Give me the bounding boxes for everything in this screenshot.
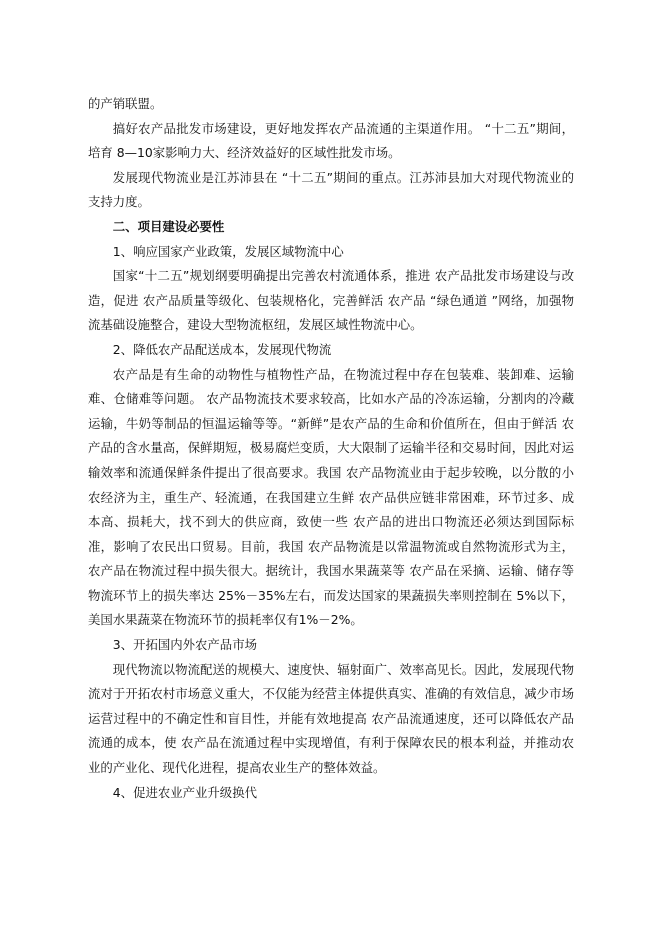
subheading-policy: 1、响应国家产业政策，发展区域物流中心	[112, 243, 344, 259]
section-title-necessity: 二、项目建设必要性	[112, 218, 225, 234]
paragraph-market-body: 现代物流以物流配送的规模大、速度快、辐射面广、效率高见长。因此，发展现代物流对于开拓农村市场意义重大，不仅能为经营主体提供真实、准确的有效信息，减少市场运营过程中的不确定性和盲目性，并能有效地提高 农产品流通速度，还可以降低农产品流通的成本，使 农产品在流通过程中实现增值，有利于保障农民的根本利益，并推动农业的产业化、现代化进程，提高农业生产的整体效益。	[88, 661, 574, 776]
subheading-upgrade: 4、促进农业产业升级换代	[112, 784, 257, 800]
paragraph-policy-body: 国家“十二五”规划纲要明确提出完善农村流通体系，推进 农产品批发市场建设与改造，促进 农产品质量等级化、包装规格化，完善鲜活 农产品 “绿色通道 ”网络，加强物流基础设施整合，建设大型物流枢纽，发展区域性物流中心。	[88, 268, 574, 333]
paragraph-continuation: 的产销联盟。	[88, 96, 163, 111]
subheading-cost: 2、降低农产品配送成本，发展现代物流	[112, 341, 332, 357]
subheading-market: 3、开拓国内外农产品市场	[112, 637, 257, 653]
paragraph-cost-body: 农产品是有生命的动物性与植物性产品，在物流过程中存在包装难、装卸难、运输难、仓储难等问题。 农产品物流技术要求较高，比如水产品的冷冻运输，分割肉的冷藏运输，牛奶等制品的恒温运输等等。“新鲜”是农产品的生命和价值所在，但由于鲜活 农产品的含水量高，保鲜期短，极易腐烂变质，大大限制了运输半径和交易时间，因此对运输效率和流通保鲜条件提出了很高要求。我国 农产品物流业由于起步较晚，以分散的小农经济为主，重生产、轻流通，在我国建立生鲜 农产品供应链非常困难，环节过多、成本高、损耗大，找不到大的供应商，致使一些 农产品的进出口物流还必须达到国际标准，影响了农民出口贸易。目前，我国 农产品物流是以常温物流或自然物流形式为主， 农产品在物流过程中损失很大。据统计，我国水果蔬菜等 农产品在采摘、运输、储存等物流环节上的损失率达 25%－35%左右，而发达国家的果蔬损失率则控制在 5%以下，美国水果蔬菜在物流环节的损耗率仅有1%－2%。	[88, 366, 574, 628]
document-body	[88, 92, 574, 805]
paragraph-wholesale-market: 搞好农产品批发市场建设，更好地发挥农产品流通的主渠道作用。 “十二五”期间，培育 8—10家影响力大、经济效益好的区域性批发市场。	[88, 120, 574, 161]
paragraph-logistics-focus: 发展现代物流业是江苏沛县在 “十二五”期间的重点。江苏沛县加大对现代物流业的支持力度。	[88, 169, 574, 210]
